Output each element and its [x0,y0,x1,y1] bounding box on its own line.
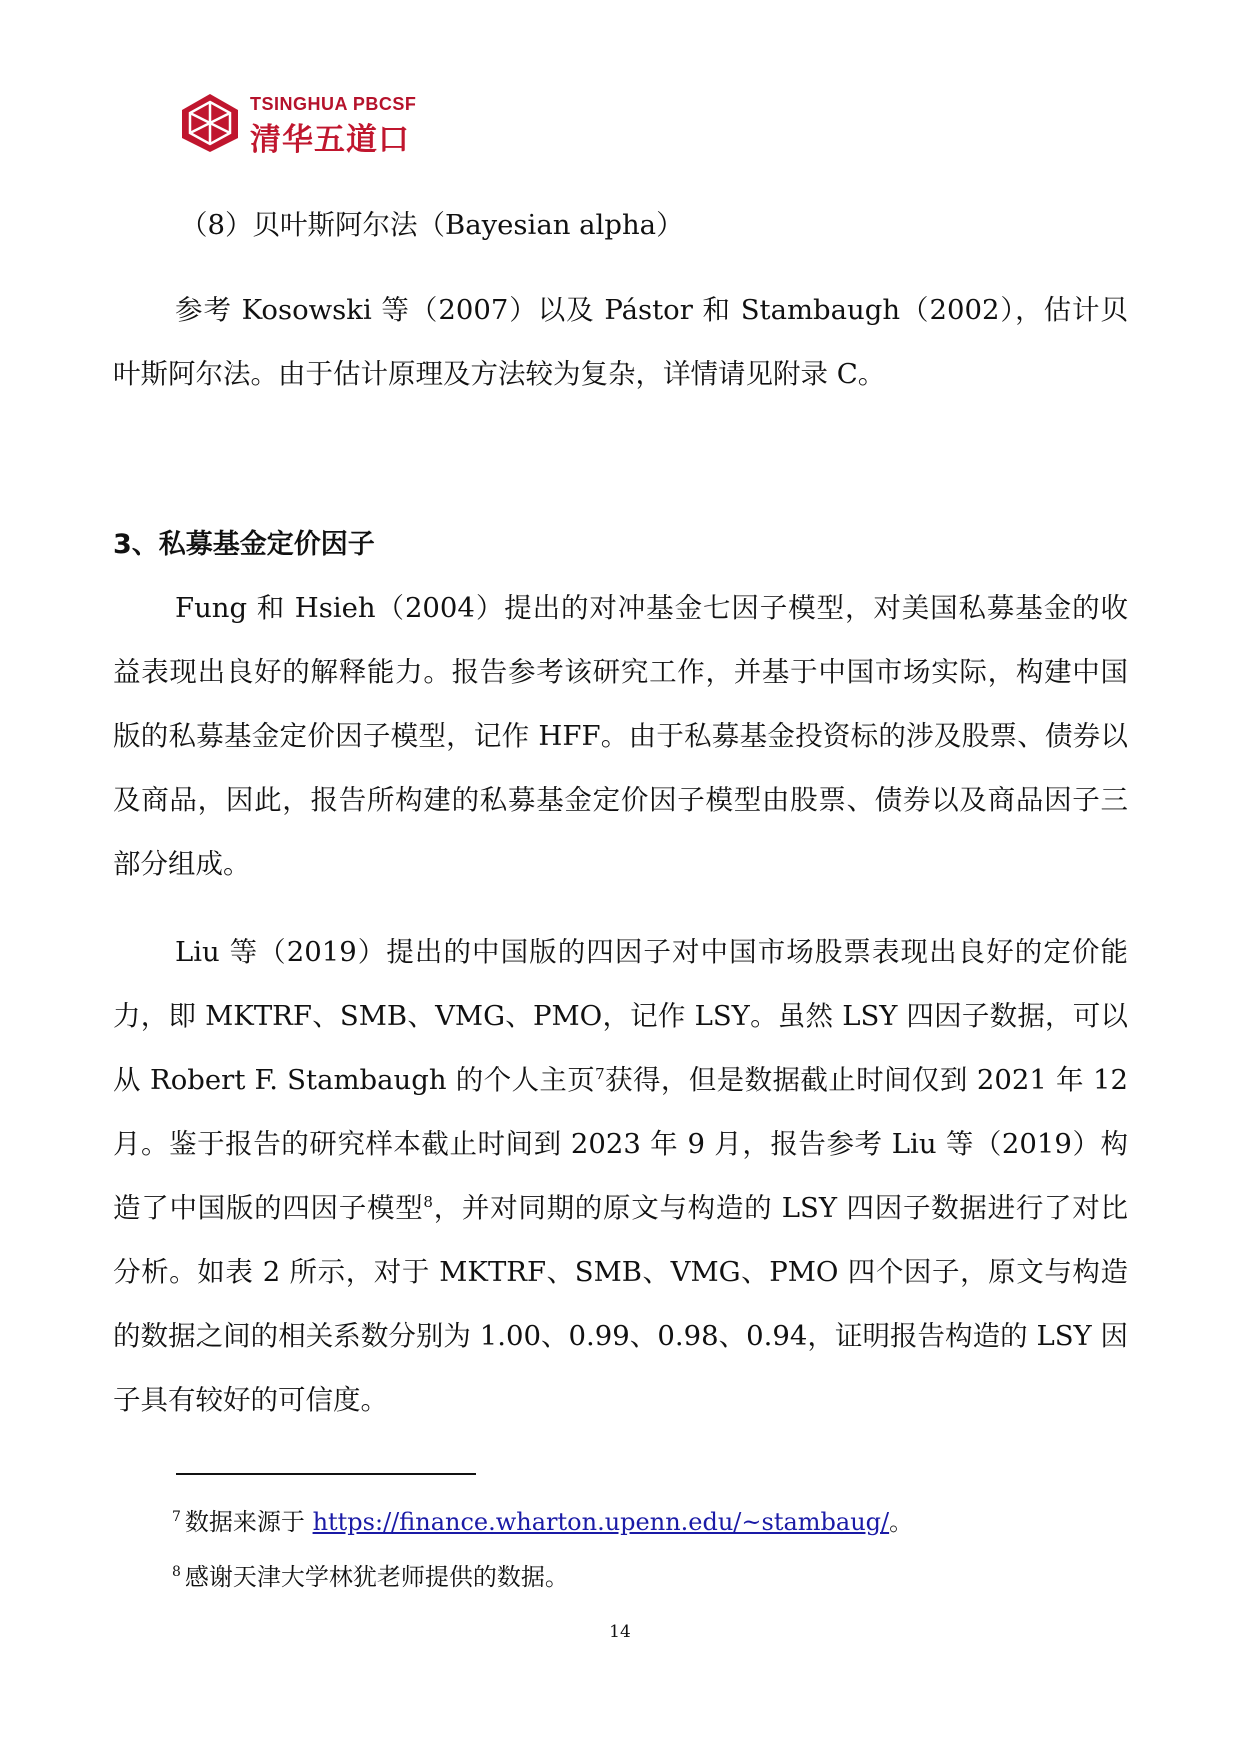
footnote-link[interactable]: https://finance.wharton.upenn.edu/~stambaug/ [312,1508,890,1536]
footnote-7 [172,1505,913,1539]
paragraph-2-text-2: 获得，但是数据截止时间仅到 2021 年 12 月。鉴于报告的研究样本截止时间到 2023 年 9 月，报告参考 Liu 等（2019）构造了中国版的四因子模型 [113,1064,1129,1224]
logo [180,88,440,160]
footnote-8 [172,1560,569,1594]
logo-chinese-text: 清华五道口 [250,122,410,158]
footnote-text: 感谢天津大学林犹老师提供的数据。 [184,1563,569,1591]
footnote-divider [176,1473,476,1475]
page-number: 14 [609,1622,631,1642]
footnote-suffix: 。 [889,1508,914,1536]
footnote-number: 8 [172,1564,181,1580]
paragraph-2-text-1: Liu 等（2019）提出的中国版的四因子对中国市场股票表现出良好的定价能力，即 MKTRF、SMB、VMG、PMO，记作 LSY。虽然 LSY 四因子数据，可以从 Robert F. Stambaugh 的个人主页 [113,936,1128,1096]
footnote-ref-8[interactable]: 8 [423,1192,433,1211]
section-paragraph-2 [113,920,1128,1432]
footnote-text: 数据来源于 [184,1508,313,1536]
subsection-heading: （8）贝叶斯阿尔法（Bayesian alpha） [180,209,684,241]
subsection-paragraph: 参考 Kosowski 等（2007）以及 Pástor 和 Stambaugh（2002），估计贝叶斯阿尔法。由于估计原理及方法较为复杂，详情请见附录 C。 [113,294,1128,390]
paragraph-2-text-3: ，并对同期的原文与构造的 LSY 四因子数据进行了对比分析。如表 2 所示，对于 MKTRF、SMB、VMG、PMO 四个因子，原文与构造的数据之间的相关系数分别为 1.00、0.99、0.98、0.94，证明报告构造的 LSY 因子具有较好的可信度。 [113,1192,1128,1416]
logo-english-text: TSINGHUA PBCSF [250,94,417,114]
footnote-number: 7 [172,1509,181,1525]
footnote-ref-7[interactable]: 7 [595,1064,605,1083]
section-paragraph-1: Fung 和 Hsieh（2004）提出的对冲基金七因子模型，对美国私募基金的收益表现出良好的解释能力。报告参考该研究工作，并基于中国市场实际，构建中国版的私募基金定价因子模型，记作 HFF。由于私募基金投资标的涉及股票、债券以及商品，因此，报告所构建的私募基金定价因子模型由股票、债券以及商品因子三部分组成。 [113,592,1128,880]
logo-emblem-icon [180,92,240,152]
section-heading: 3、私募基金定价因子 [113,529,375,560]
